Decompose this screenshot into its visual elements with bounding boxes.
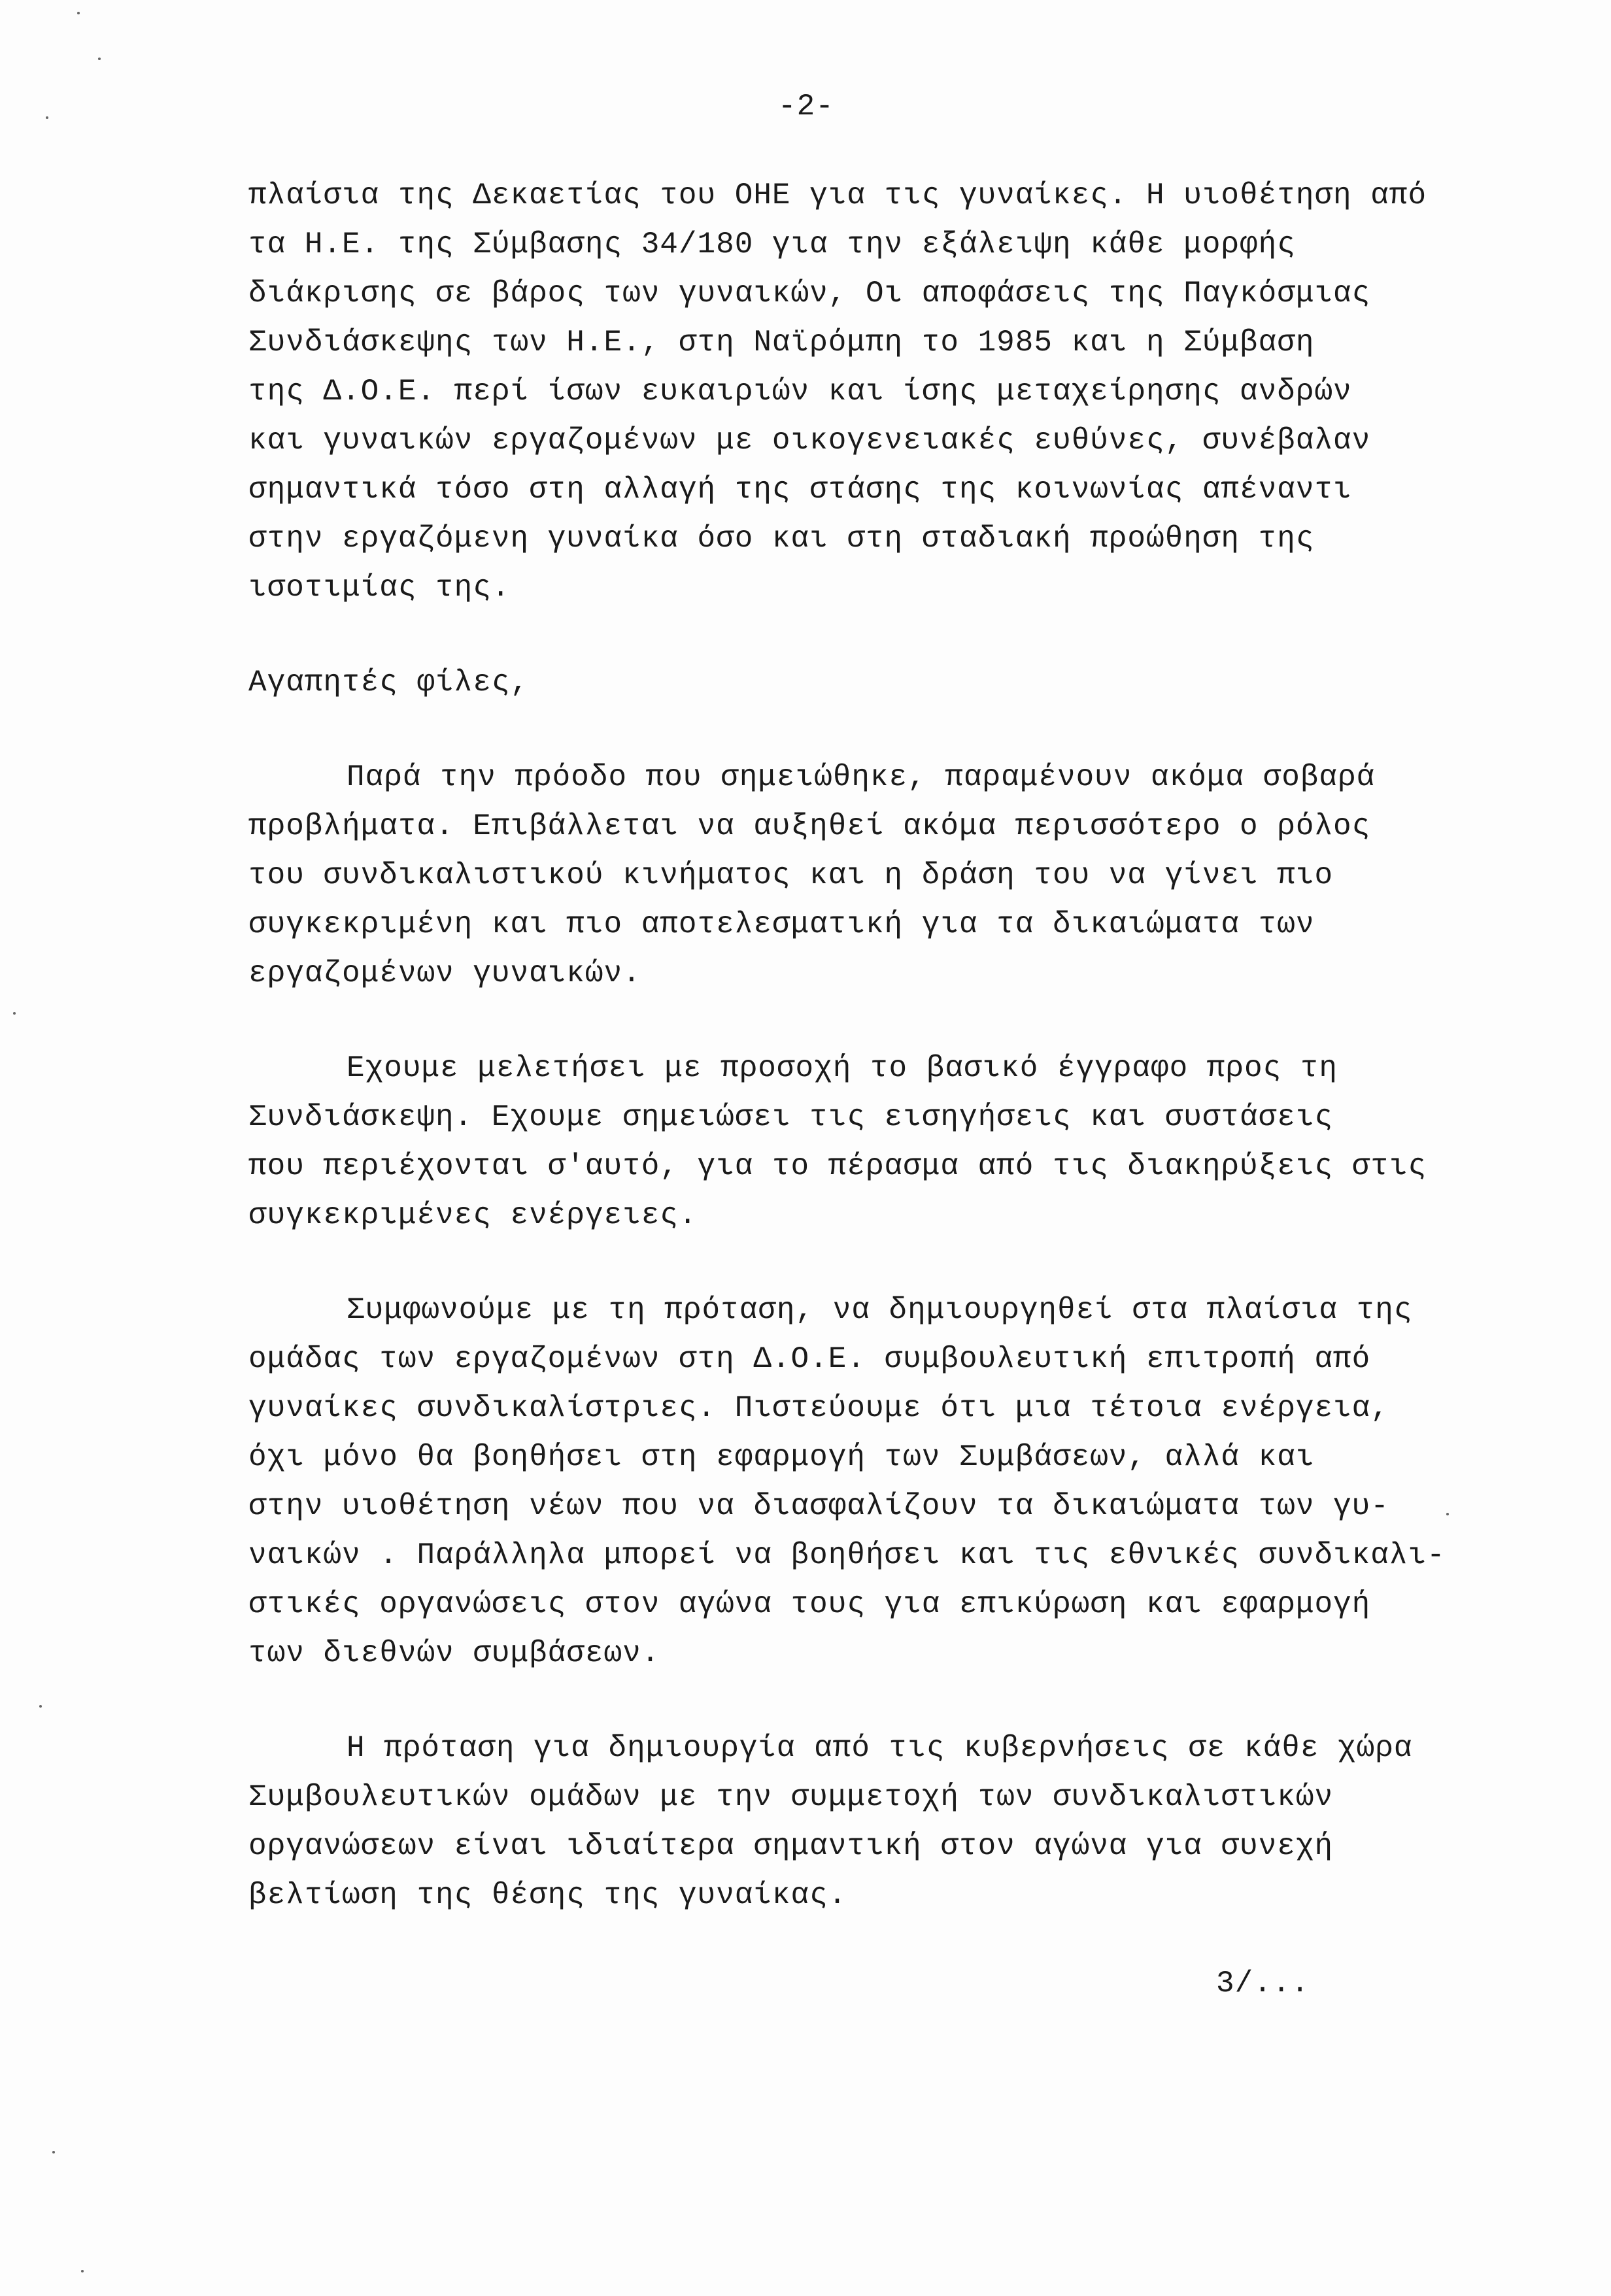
salutation [248,658,1517,707]
scan-speck [98,58,101,60]
scan-speck [77,12,80,14]
text-line: Συνδιάσκεψη. Εχουμε σημειώσει τις εισηγήσεις και συστάσεις [248,1100,1334,1134]
paragraph-gap [248,707,1517,753]
continuation-marker: 3/... [1216,1967,1310,2001]
text-line: συγκεκριμένη και πιο αποτελεσματική για τα δικαιώματα των [248,907,1315,941]
text-line: σημαντικά τόσο στη αλλαγή της στάσης της κοινωνίας απέναντι [248,473,1352,507]
paragraph [248,1044,1517,1240]
text-line: εργαζομένων γυναικών. [248,956,641,990]
scan-speck [46,116,48,119]
text-line: ισοτιμίας της. [248,571,511,605]
text-line: Παρά την πρόοδο που σημειώθηκε, παραμένουν ακόμα σοβαρά [347,760,1376,794]
text-line: στικές οργανώσεις στον αγώνα τους για επικύρωση και εφαρμογή [248,1587,1371,1621]
text-line: ομάδας των εργαζομένων στη Δ.Ο.Ε. συμβουλευτική επιτροπή από [248,1342,1371,1376]
text-line: Η πρόταση για δημιουργία από τις κυβερνήσεις σε κάθε χώρα [347,1731,1413,1765]
text-line: που περιέχονται σ'αυτό, για το πέρασμα από τις διακηρύξεις στις [248,1149,1427,1183]
paragraph [248,1286,1517,1678]
text-line: στην εργαζόμενη γυναίκα όσο και στη σταδιακή προώθηση της [248,522,1315,556]
text-line: των διεθνών συμβάσεων. [248,1636,660,1670]
paragraph-gap [248,998,1517,1044]
text-line: Συνδιάσκεψης των Η.Ε., στη Ναϊρόμπη το 1985 και η Σύμβαση [248,326,1315,360]
text-line: τα Η.Ε. της Σύμβασης 34/180 για την εξάλειψη κάθε μορφής [248,228,1296,262]
text-line: ναικών . Παράλληλα μπορεί να βοηθήσει και τις εθνικές συνδικαλι- [248,1538,1446,1572]
text-line: του συνδικαλιστικού κινήματος και η δράση του να γίνει πιο [248,858,1334,892]
scan-speck [52,2151,55,2153]
text-line: και γυναικών εργαζομένων με οικογενειακές ευθύνες, συνέβαλαν [248,424,1371,458]
paragraph-gap [248,1678,1517,1724]
text-line: συγκεκριμένες ενέργειες. [248,1198,698,1232]
text-line: διάκρισης σε βάρος των γυναικών, Οι αποφάσεις της Παγκόσμιας [248,277,1371,311]
text-line: προβλήματα. Επιβάλλεται να αυξηθεί ακόμα περισσότερο ο ρόλος [248,809,1371,843]
paragraph [248,753,1517,998]
text-line: Εχουμε μελετήσει με προσοχή το βασικό έγγραφο προς τη [347,1051,1338,1085]
paragraph-gap [248,1240,1517,1286]
text-line: Συμβουλευτικών ομάδων με την συμμετοχή των συνδικαλιστικών [248,1780,1334,1814]
page-number: -2- [778,90,834,124]
scan-speck [81,2270,84,2272]
text-line: Αγαπητές φίλες, [248,666,530,700]
paragraph [248,171,1517,613]
text-line: γυναίκες συνδικαλίστριες. Πιστεύουμε ότι μια τέτοια ενέργεια, [248,1391,1389,1425]
text-line: στην υιοθέτηση νέων που να διασφαλίζουν τα δικαιώματα των γυ- [248,1489,1389,1523]
text-line: πλαίσια της Δεκαετίας του ΟΗΕ για τις γυναίκες. Η υιοθέτηση από [248,178,1427,212]
scan-speck [1446,1513,1449,1515]
text-line: βελτίωση της θέσης της γυναίκας. [248,1878,847,1912]
scan-speck [39,1705,42,1708]
scan-speck [13,1012,16,1015]
document-body [248,171,1517,1920]
paragraph [248,1724,1517,1920]
text-line: Συμφωνούμε με τη πρόταση, να δημιουργηθεί στα πλαίσια της [347,1293,1413,1327]
text-line: οργανώσεων είναι ιδιαίτερα σημαντική στον αγώνα για συνεχή [248,1829,1334,1863]
paragraph-gap [248,613,1517,658]
text-line: της Δ.Ο.Ε. περί ίσων ευκαιριών και ίσης μεταχείρησης ανδρών [248,375,1352,409]
text-line: όχι μόνο θα βοηθήσει στη εφαρμογή των Συμβάσεων, αλλά και [248,1440,1315,1474]
